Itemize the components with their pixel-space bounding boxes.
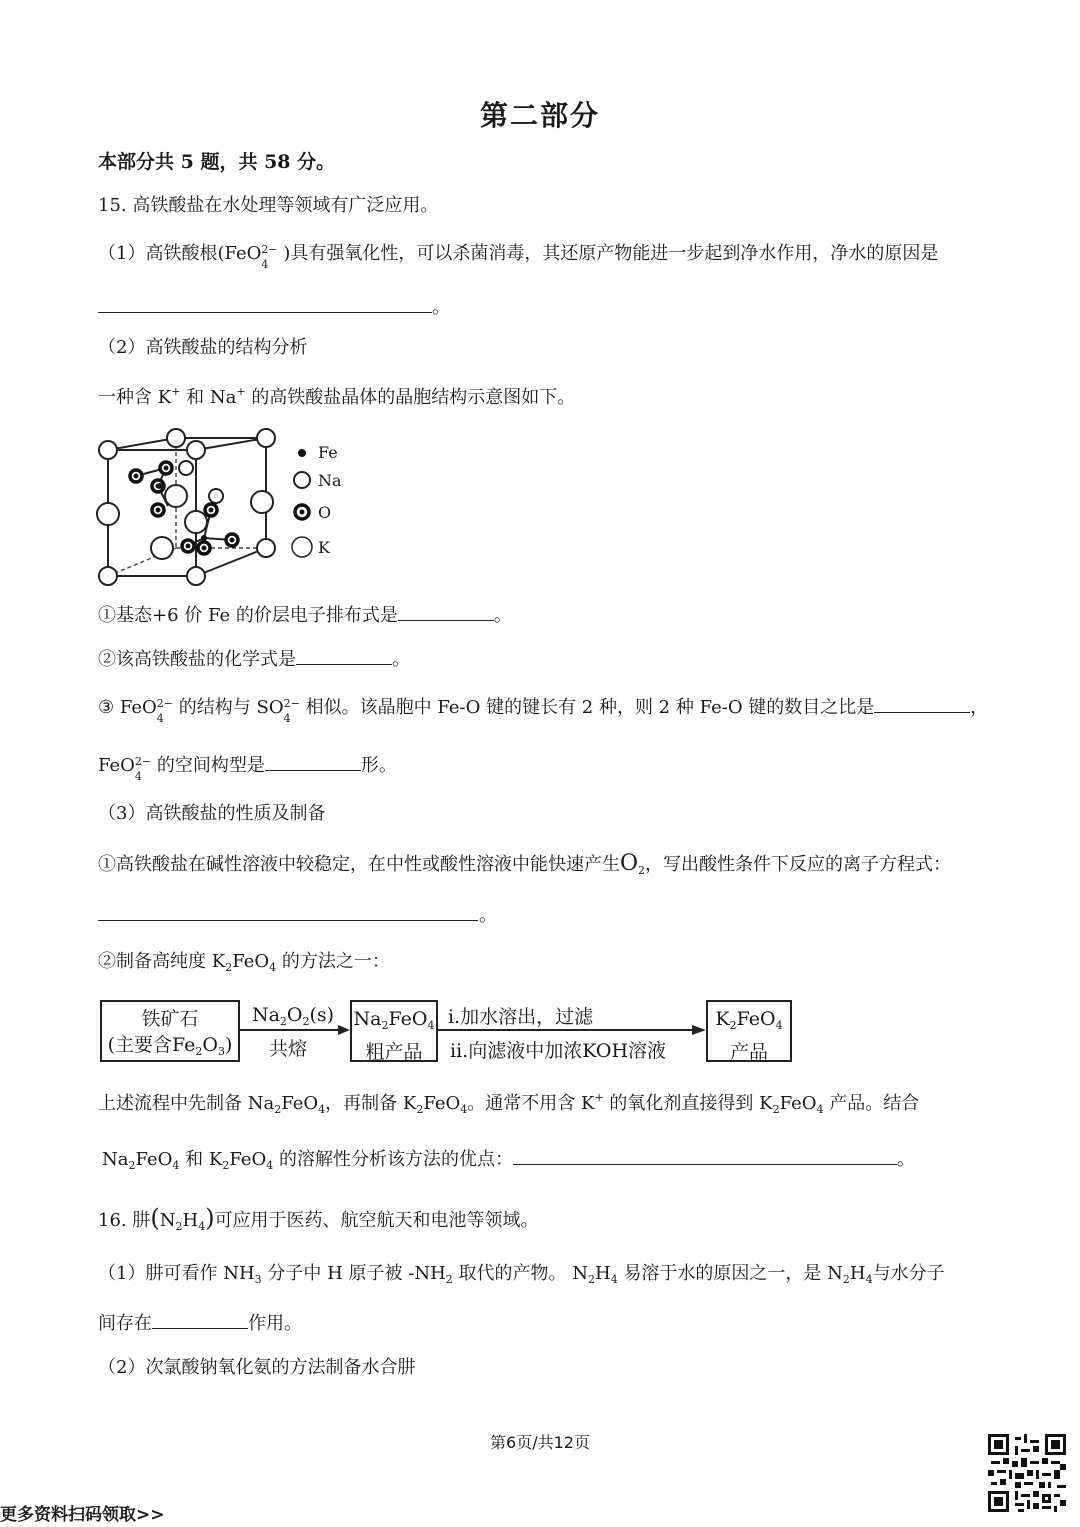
- flow-box-iron-ore: 铁矿石 (主要含$Fe_2O_3$): [100, 1000, 240, 1062]
- arrow2: [438, 1024, 706, 1036]
- arrow2-top-label: i.加水溶出，过滤: [448, 1006, 594, 1028]
- legend-na: Na: [318, 471, 342, 490]
- more-resources-link[interactable]: 更多资料扫码领取>>: [0, 1505, 165, 1525]
- q15-part3-item1: ①高铁酸盐在碱性溶液中较稳定，在中性或酸性溶液中能快速产生$O_2$，写出酸性条件下反应的离子方程式：: [98, 851, 952, 877]
- q15-part1: （1）高铁酸根(FeO 2− 4 )具有强氧化性，可以杀菌消毒，其还原产物能进一步起到净水作用，净水的原因是: [98, 243, 939, 271]
- q16-stem: 16. 肼$(N_2H_4)$可应用于医药、航空航天和电池等领域。: [98, 1204, 539, 1233]
- answer-blank[interactable]: [296, 648, 392, 665]
- arrow1-top-label: $Na_2O_2(s)$: [251, 1004, 335, 1028]
- q16-part1-cont: 间存在 作用。: [98, 1313, 302, 1334]
- q16-part1: （1）肼可看作 $NH_3$ 分子中 H 原子被 $-NH_2$ 取代的产物。 $N_2H_4$ 易溶于水的原因之一，是 $N_2H_4$与水分子: [98, 1263, 945, 1286]
- q15-part3-item1-end: 。: [479, 905, 497, 926]
- answer-blank[interactable]: [874, 696, 970, 713]
- page-number: 第6页/共12页: [490, 1433, 590, 1452]
- q15-part2-heading: （2）高铁酸盐的结构分析: [98, 337, 308, 358]
- q15-part1-end: 。: [432, 297, 450, 318]
- answer-blank[interactable]: [98, 312, 432, 313]
- q15-part3-heading: （3）高铁酸盐的性质及制备: [98, 803, 326, 824]
- q15-part2-desc: 一种含 K+ 和 Na+ 的高铁酸盐晶体的晶胞结构示意图如下。: [98, 385, 576, 408]
- answer-blank[interactable]: [398, 604, 494, 621]
- flow-box-product: $K_2FeO_4$ 产品: [706, 1000, 792, 1062]
- arrow2-bottom-label: ii.向滤液中加浓KOH溶液: [450, 1040, 667, 1062]
- answer-blank[interactable]: [265, 754, 361, 771]
- arrow1-bottom-label: 共熔: [268, 1038, 307, 1060]
- q15-part3-item3: 上述流程中先制备 $Na_2FeO_4$，再制备 $K_2FeO_4$。通常不用含 K+ 的氧化剂直接得到 $K_2FeO_4$ 产品。结合: [98, 1091, 920, 1116]
- q16-part2-heading: （2）次氯酸钠氧化氨的方法制备水合肼: [98, 1357, 416, 1378]
- q15-sub3-cont: FeO 2− 4 的空间构型是 形。: [98, 755, 397, 783]
- q15-part3-item2: ②制备高纯度 $K_2FeO_4$ 的方法之一：: [98, 951, 390, 974]
- unit-cell-diagram: [96, 428, 356, 588]
- answer-blank[interactable]: [152, 1312, 248, 1329]
- answer-blank[interactable]: [98, 920, 478, 921]
- q15-part3-item4: $Na_2FeO_4$ 和 $K_2FeO_4$ 的溶解性分析该方法的优点： 。: [102, 1149, 915, 1172]
- q15-sub2: ②该高铁酸盐的化学式是 。: [98, 649, 410, 670]
- q15-sub1: ①基态+6 价 Fe 的价层电子排布式是 。: [98, 605, 512, 626]
- q15-sub3: ③ FeO 2− 4 的结构与 SO 2− 4 相似。该晶胞中 Fe-O 键的键长有 2 种，则 2 种 Fe-O 键的数目之比是 ，: [98, 697, 989, 725]
- qr-code-icon[interactable]: [988, 1434, 1066, 1512]
- page-title: 第二部分: [479, 99, 600, 132]
- legend-o: O: [318, 503, 332, 522]
- answer-blank[interactable]: [513, 1148, 897, 1165]
- legend-fe: Fe: [318, 443, 338, 462]
- flow-box-crude: $Na_2FeO_4$ 粗产品: [350, 1000, 438, 1062]
- legend-k: K: [318, 538, 330, 557]
- section-intro: 本部分共 5 题，共 58 分。: [98, 151, 336, 173]
- q15-stem: 15. 高铁酸盐在水处理等领域有广泛应用。: [98, 195, 439, 216]
